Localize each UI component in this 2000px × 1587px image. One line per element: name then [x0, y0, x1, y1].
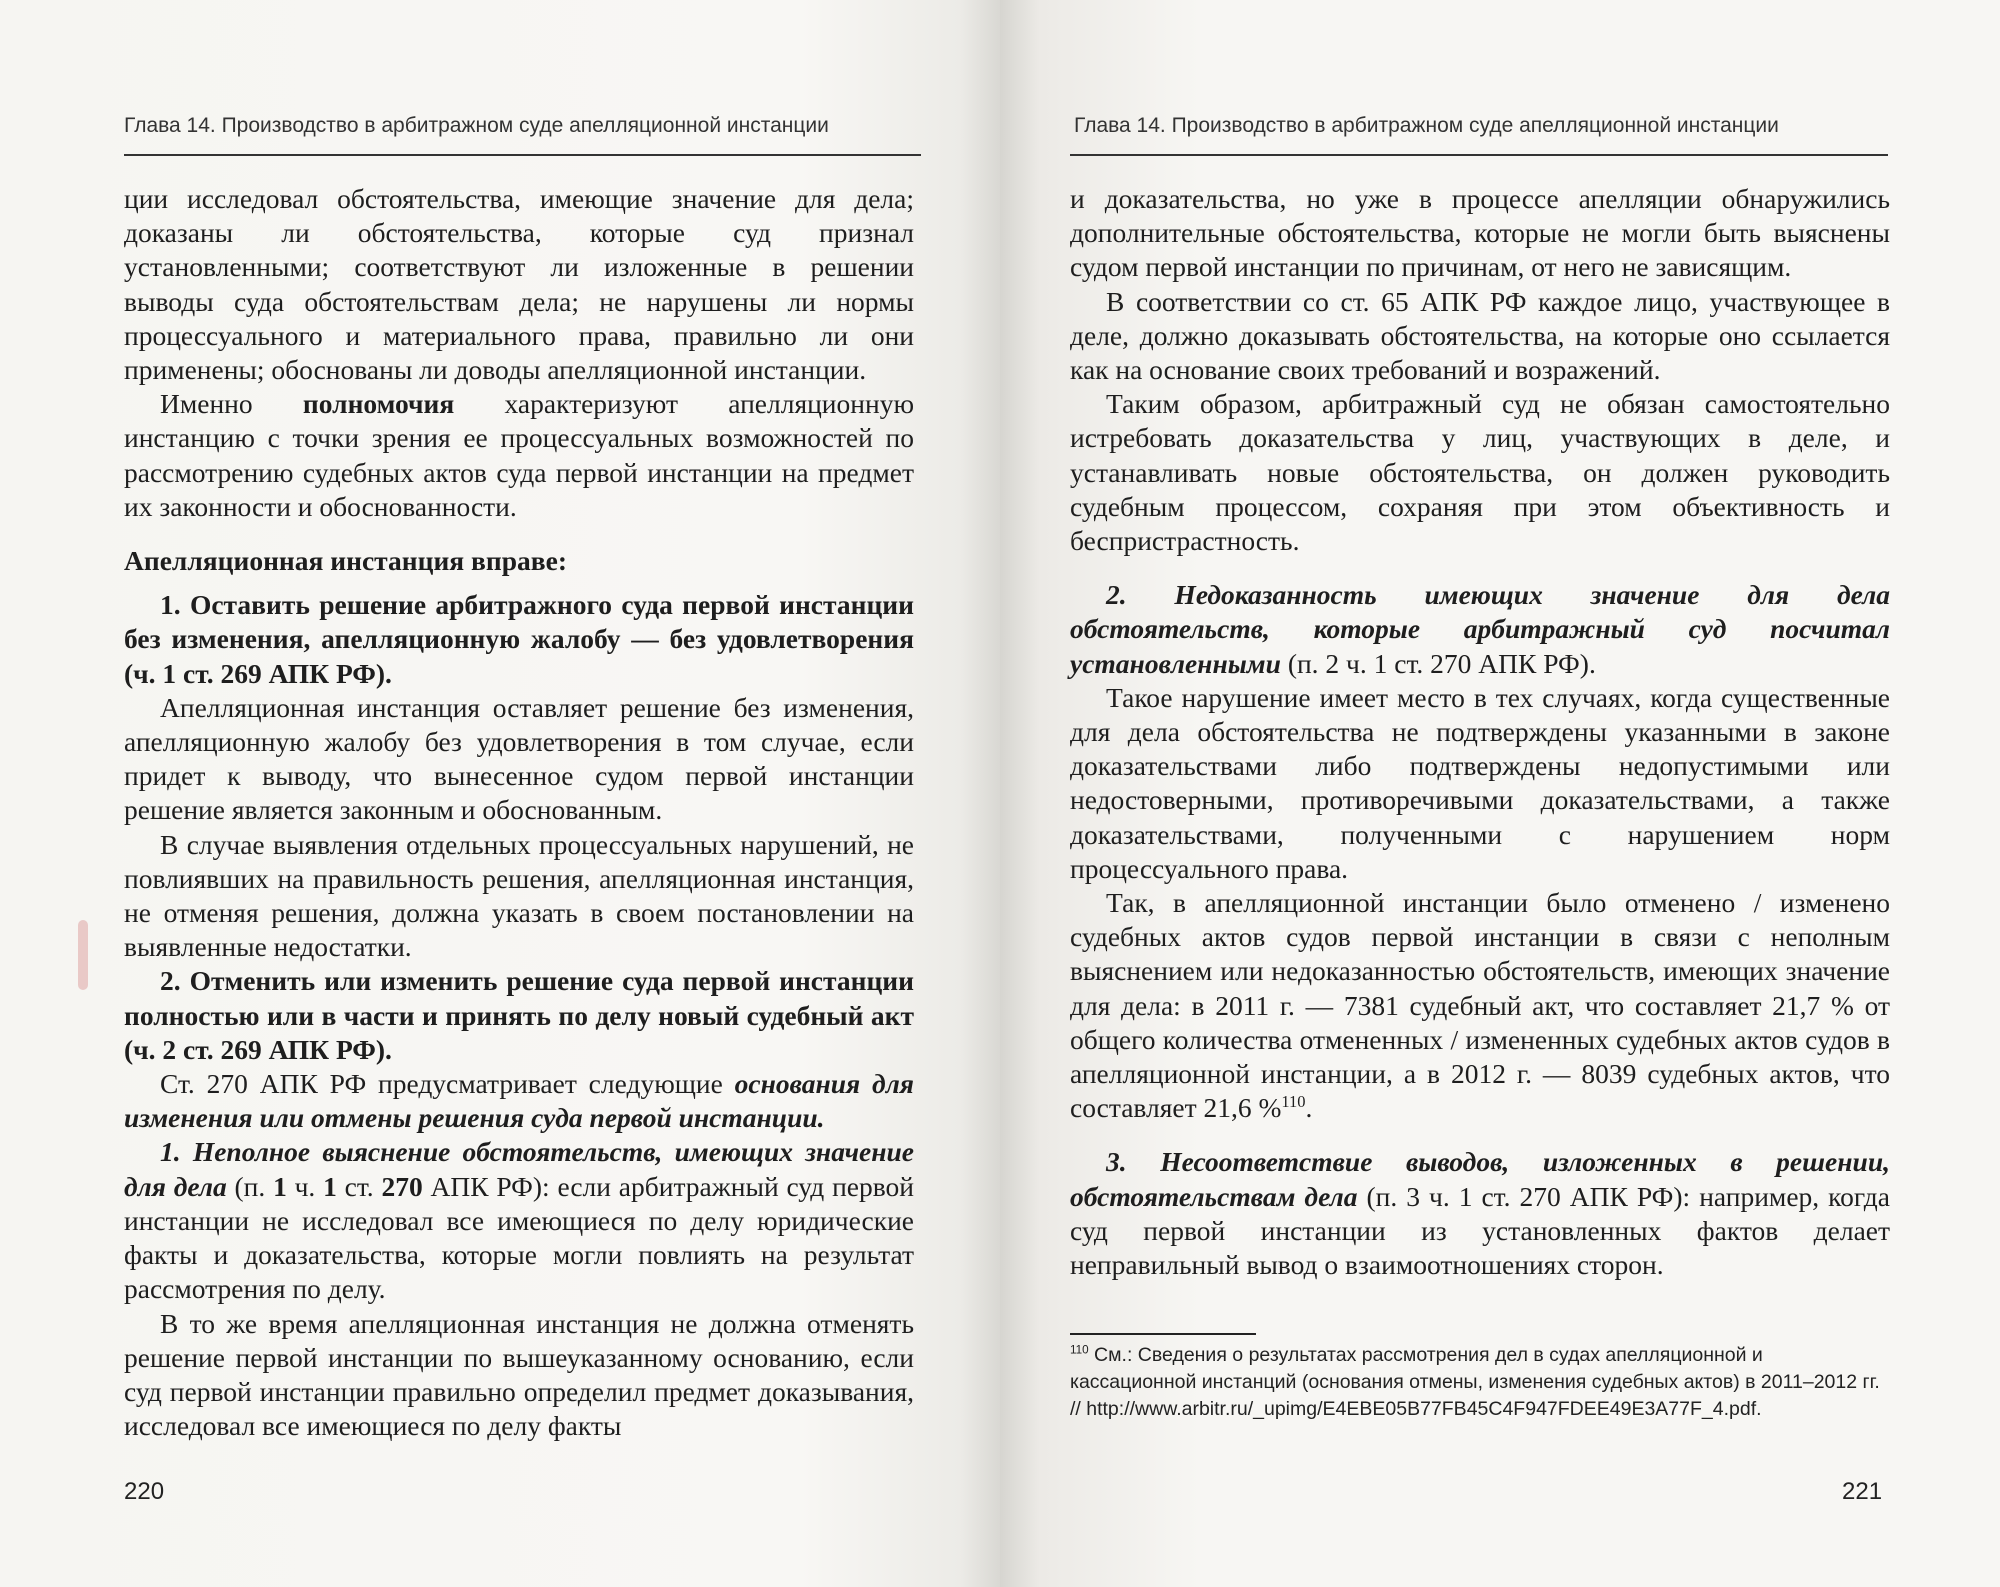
paragraph: Такое нарушение имеет место в тех случаях, когда существенные для дела обстоятельства не подтверждены указанными в законе доказательствами либо подтверждены недопустимыми или недостоверными, противоречивыми доказательствами, а также доказательствами, полученными с нарушением норм процессуального права. [1070, 681, 1890, 884]
paragraph: В соответствии со ст. 65 АПК РФ каждое лицо, участвующее в деле, должно доказывать обстоятельства, на которые оно ссылается как на основание своих требований и возражений. [1070, 285, 1890, 386]
left-header-rule [124, 154, 921, 156]
paragraph: 1. Неполное выяснение обстоятельств, имеющих значение для дела (п. 1 ч. 1 ст. 270 АПК РФ): если арбитражный суд первой инстанции не исследовал все имеющиеся по делу юридические факты и доказательства, которые могли повлиять на результат рассмотрения по делу. [124, 1136, 915, 1305]
right-running-header: Глава 14. Производство в арбитражном суде апелляционной инстанции [1074, 114, 1779, 137]
paragraph: Апелляционная инстанция оставляет решение без изменения, апелляционную жалобу без удовлетворения в том случае, если придет к выводу, что вынесенное судом первой инстанции решение является законным и обоснованным. [124, 691, 914, 826]
emphasis: полномочия [302, 388, 455, 420]
paragraph: 3. Несоответствие выводов, изложенных в решении, обстоятельствам дела (п. 3 ч. 1 ст. 270 АПК РФ): например, когда суд первой инстанции из установленных фактов делает неправильный вывод о взаимоотношениях сторон. [1070, 1146, 1890, 1281]
paragraph: Так, в апелляционной инстанции было отменено / изменено судебных актов судов первой инстанции в связи с неполным выяснением или недоказанностью обстоятельств, имеющих значение для дела: в 2011 г. — 7381 судебный акт, что составляет 21,7 % от общего количества отмененных / измененных судебных актов судов в апелляционной инстанции, а в 2012 г. — 8039 судебных актов, что составляет 21,6 %$^{110}$. [1070, 887, 1890, 1124]
paragraph: ции исследовал обстоятельства, имеющие значение для дела; доказаны ли обстоятельства, которые суд признал установленными; соответствуют ли изложенные в решении выводы суда обстоятельствам дела; не нарушены ли нормы процессуального и материального права, правильно ли они применены; обоснованы ли доводы апелляционной инстанции. [124, 183, 914, 386]
paragraph: Таким образом, арбитражный суд не обязан самостоятельно истребовать доказательства у лиц, участвующих в деле, и устанавливать новые обстоятельства, он должен руководить судебным процессом, сохраняя при этом объективность и беспристрастность. [1070, 388, 1890, 557]
paragraph: Именно полномочия характеризуют апелляционную инстанцию с точки зрения ее процессуальных возможностей по рассмотрению судебных актов суда первой инстанции на предмет их законности и обоснованности. [124, 388, 915, 522]
paragraph: и доказательства, но уже в процессе апелляции обнаружились дополнительные обстоятельства, которые не могли быть выяснены судом первой инстанции по причинам, от него не зависящим. [1070, 183, 1890, 283]
footnote-text: См.: Сведения о результатах рассмотрения дел в судах апелляционной и кассационной инстанций (основания отмены, изменения судебных актов) в 2011–2012 гг. // http://www.arbitr.ru/_upimg/E4EBE05B77FB45C4F947FDEE49E3A77F_4.pdf. [1070, 1344, 1880, 1420]
page-stain [78, 920, 88, 990]
numbered-item-2: 2. Отменить или изменить решение суда первой инстанции полностью или в части и принять по делу новый судебный акт (ч. 2 ст. 269 АПК РФ). [124, 965, 914, 1065]
footnote-rule [1070, 1333, 1256, 1335]
paragraph: Ст. 270 АПК РФ предусматривает следующие основания для изменения или отмены решения суда первой инстанции. [124, 1068, 914, 1134]
left-running-header: Глава 14. Производство в арбитражном суде апелляционной инстанции [124, 114, 829, 137]
left-body [124, 182, 914, 1443]
subsection-title: 2. Недоказанность имеющих значение для дела обстоятельств, которые арбитражный суд посчитал установленными [1070, 579, 1890, 679]
subsection-title: 3. Несоответствие выводов, изложенных в решении, обстоятельствам дела [1070, 1146, 1890, 1212]
page-number: 220 [124, 1478, 165, 1505]
subsection-title: 1. Неполное выяснение обстоятельств, имеющих значение для дела [124, 1136, 914, 1202]
numbered-item-1: 1. Оставить решение арбитражного суда первой инстанции без изменения, апелляционную жалобу — без удовлетворения (ч. 1 ст. 269 АПК РФ). [124, 589, 914, 689]
section-heading: Апелляционная инстанция вправе: [124, 545, 568, 577]
emphasis: основания для изменения или отмены решения суда первой инстанции. [124, 1068, 914, 1134]
paragraph: В случае выявления отдельных процессуальных нарушений, не повлиявших на правильность решения, апелляционная инстанция, не отменяя решения, должна указать в своем постановлении на выявленные недостатки. [124, 828, 914, 963]
right-body [1070, 182, 1890, 1282]
right-page [1000, 0, 2000, 1587]
footnote [1070, 1342, 1890, 1423]
page-number: 221 [1842, 1478, 1883, 1505]
footnote-number: 110 [1070, 1343, 1089, 1357]
paragraph: В то же время апелляционная инстанция не должна отменять решение первой инстанции по вышеуказанному основанию, если суд первой инстанции правильно определил предмет доказывания, исследовал все имеющиеся по делу факты [124, 1307, 914, 1442]
paragraph: 2. Недоказанность имеющих значение для дела обстоятельств, которые арбитражный суд посчитал установленными (п. 2 ч. 1 ст. 270 АПК РФ). [1070, 579, 1890, 679]
footnote-reference[interactable]: 110 [1281, 1092, 1306, 1112]
right-header-rule [1070, 154, 1888, 156]
